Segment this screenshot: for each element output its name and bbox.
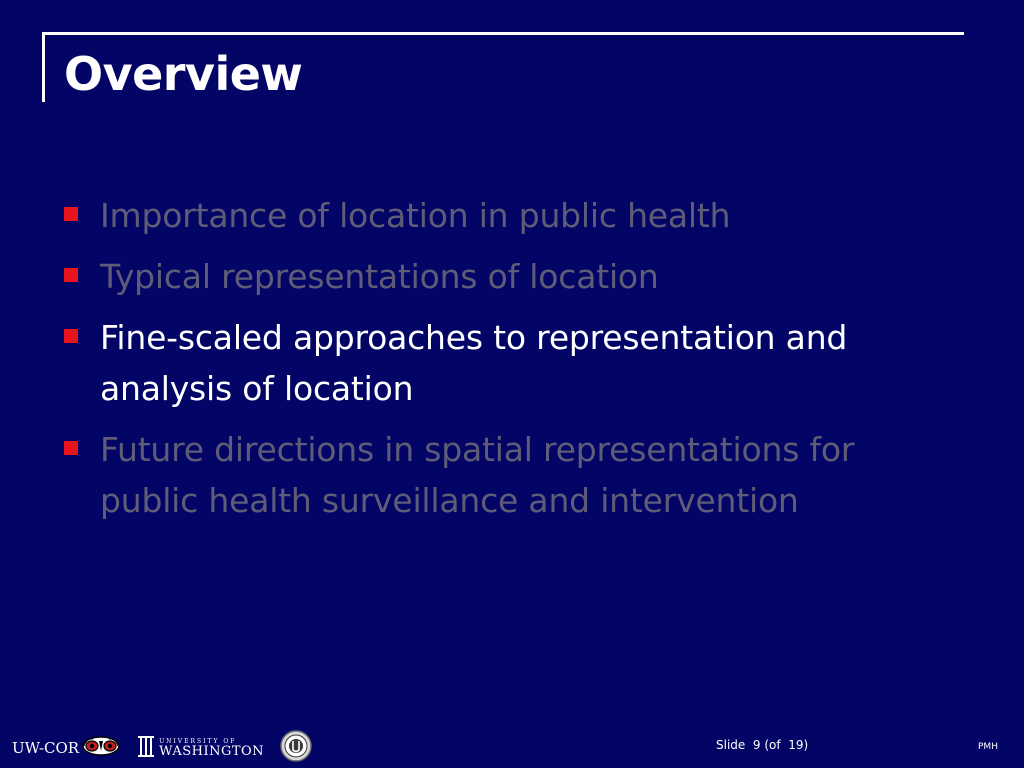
footer-logos <box>12 730 312 766</box>
bullet-item <box>62 251 942 302</box>
bullet-text: Fine-scaled approaches to representation and analysis of location <box>100 318 848 408</box>
bullet-square-icon <box>64 207 78 221</box>
bullet-square-icon <box>64 329 78 343</box>
title-frame-left-rule <box>42 32 45 102</box>
bullet-square-icon <box>64 441 78 455</box>
bullet-text: Importance of location in public health <box>100 196 731 235</box>
slide-number: Slide 9 (of 19) <box>716 738 809 752</box>
bullet-item <box>62 190 942 241</box>
bullet-item <box>62 424 942 526</box>
uwcor-label: UW-COR <box>12 739 80 757</box>
slide-title: Overview <box>64 47 303 101</box>
washington-label: WASHINGTON <box>159 743 265 759</box>
bullet-square-icon <box>64 268 78 282</box>
author-initials: PMH <box>978 742 998 752</box>
title-frame-top-rule <box>42 32 964 35</box>
bullet-list <box>62 190 942 536</box>
bullet-text: Future directions in spatial representations for public health surveillance and intervention <box>100 430 855 520</box>
uw-wordmark <box>137 734 264 762</box>
bullet-item-current <box>62 312 942 414</box>
northwest-art-logo-icon <box>81 734 121 762</box>
uw-w-logo-icon <box>137 734 155 762</box>
seal-logo-icon <box>280 730 312 766</box>
university-of-label: UNIVERSITY OF <box>159 737 237 745</box>
bullet-text: Typical representations of location <box>100 257 659 296</box>
